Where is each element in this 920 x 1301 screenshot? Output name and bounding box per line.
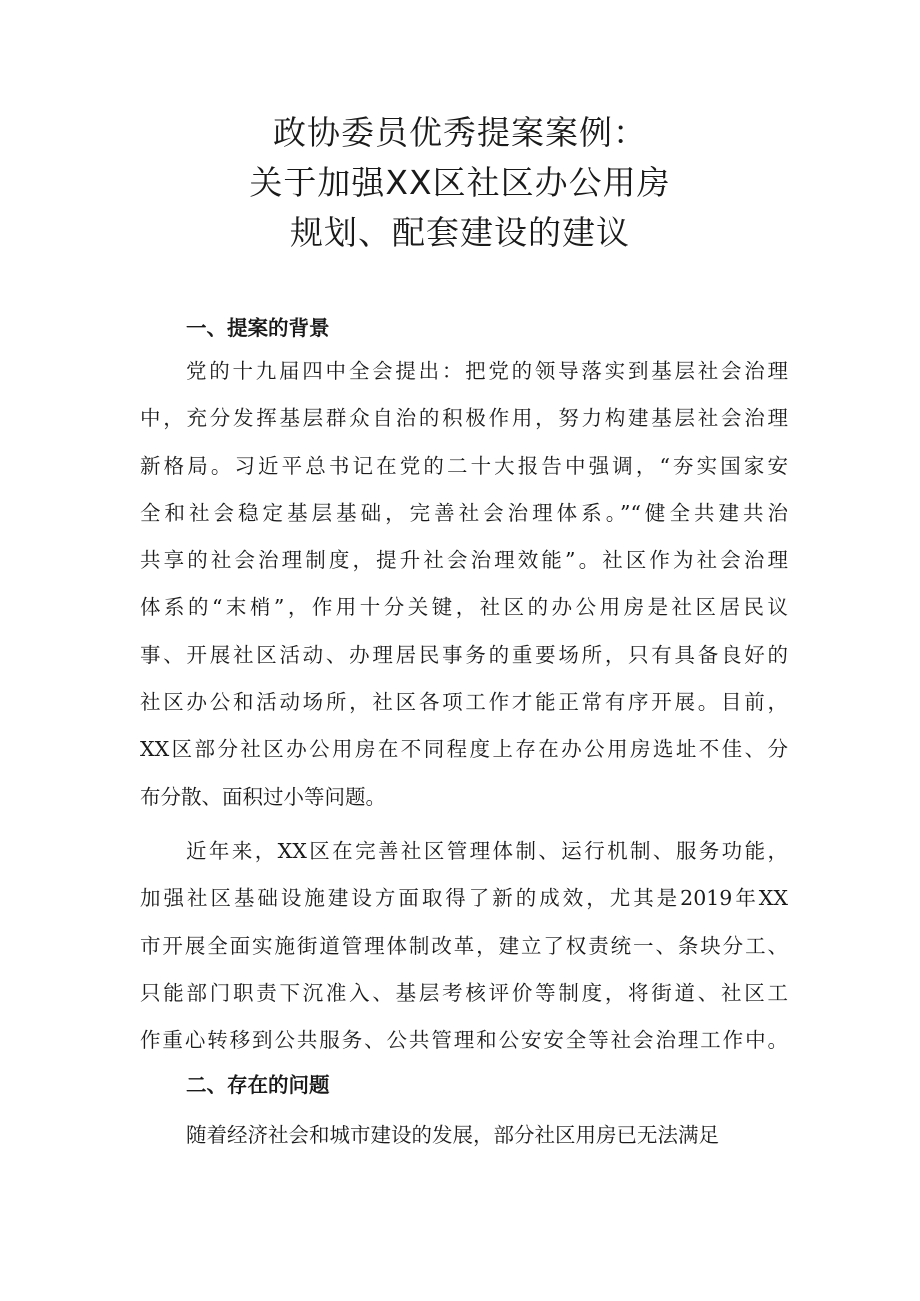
paragraph-line: 作重心转移到公共服务、公共管理和公安安全等社会治理工作中。 — [140, 1028, 788, 1053]
paragraph-line: 共享的社会治理制度，提升社会治理效能”。社区作为社会治理 — [140, 548, 788, 573]
document-title — [0, 108, 920, 258]
paragraph-line: XX区部分社区办公用房在不同程度上存在办公用房选址不佳、分 — [140, 737, 788, 762]
paragraph-line: 近年来，XX区在完善社区管理体制、运行机制、服务功能， — [186, 839, 788, 863]
paragraph-line: 布分散、面积过小等问题。 — [140, 784, 386, 809]
paragraph-line: 中，充分发挥基层群众自治的积极作用，努力构建基层社会治理 — [140, 406, 788, 431]
section-background-paragraph-2 — [140, 828, 788, 1064]
paragraph-line: 全和社会稳定基层基础，完善社会治理体系。”“健全共建共治 — [140, 500, 788, 525]
paragraph-line: 体系的“末梢”，作用十分关键，社区的办公用房是社区居民议 — [140, 595, 788, 620]
paragraph-line: 新格局。习近平总书记在党的二十大报告中强调，“夯实国家安 — [140, 453, 788, 478]
paragraph-line: 随着经济社会和城市建设的发展，部分社区用房已无法满足 — [186, 1123, 719, 1147]
paragraph-line: 加强社区基础设施建设方面取得了新的成效，尤其是2019年XX — [140, 886, 788, 911]
title-line-3: 规划、配套建设的建议 — [290, 213, 630, 252]
paragraph-line: 事、开展社区活动、办理居民事务的重要场所，只有具备良好的 — [140, 642, 788, 667]
title-line-2: 关于加强XX区社区办公用房 — [249, 163, 671, 202]
title-line-1: 政协委员优秀提案案例： — [273, 113, 647, 152]
paragraph-line: 社区办公和活动场所，社区各项工作才能正常有序开展。目前， — [140, 690, 788, 715]
section-background-paragraph-1 — [140, 348, 788, 821]
section-heading-problems: 二、存在的问题 — [186, 1073, 330, 1097]
section-heading-background: 一、提案的背景 — [186, 316, 330, 340]
paragraph-line: 市开展全面实施街道管理体制改革，建立了权责统一、条块分工、 — [140, 933, 788, 958]
paragraph-line: 党的十九届四中全会提出：把党的领导落实到基层社会治理 — [186, 359, 788, 383]
paragraph-line: 只能部门职责下沉准入、基层考核评价等制度，将街道、社区工 — [140, 980, 788, 1005]
section-problems-paragraph-1 — [140, 1112, 788, 1159]
